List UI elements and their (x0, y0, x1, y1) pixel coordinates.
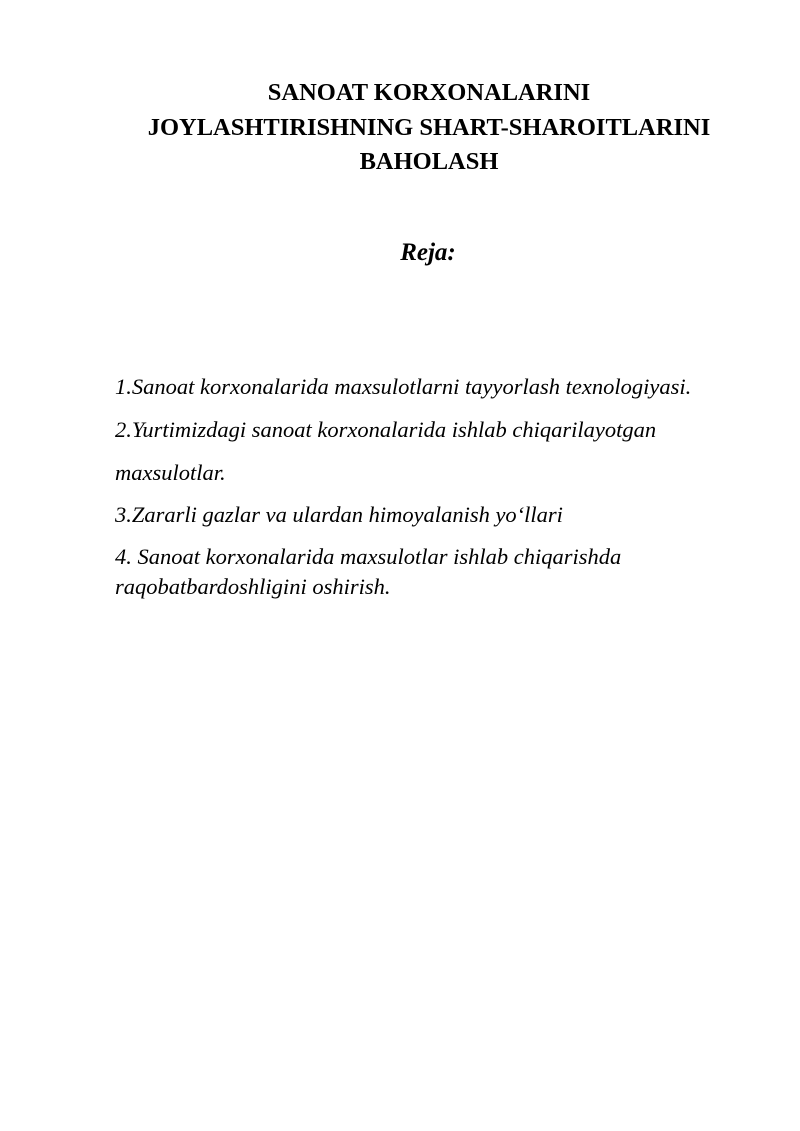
plan-heading: Reja: (400, 239, 456, 266)
title-line-3: BAHOLASH (359, 148, 499, 175)
plan-item-4-line-2: raqobatbardoshligini oshirish. (115, 574, 391, 599)
plan-item-1: 1.Sanoat korxonalarida maxsulotlarni tayyorlash texnologiyasi. (115, 374, 692, 399)
document-title (0, 76, 800, 180)
title-line-1: SANOAT KORXONALARINI (267, 79, 591, 106)
plan-item-4-line-1: 4. Sanoat korxonalarida maxsulotlar ishlab chiqarishda (115, 544, 622, 569)
title-line-2: JOYLASHTIRISHNING SHART-SHAROITLARINI (147, 113, 711, 141)
plan-item-2-line-2: maxsulotlar. (115, 460, 226, 485)
plan-item-2-line-1: 2.Yurtimizdagi sanoat korxonalarida ishlab chiqarilayotgan (115, 417, 657, 442)
plan-item-3: 3.Zararli gazlar va ulardan himoyalanish yo‘llari (115, 502, 563, 527)
